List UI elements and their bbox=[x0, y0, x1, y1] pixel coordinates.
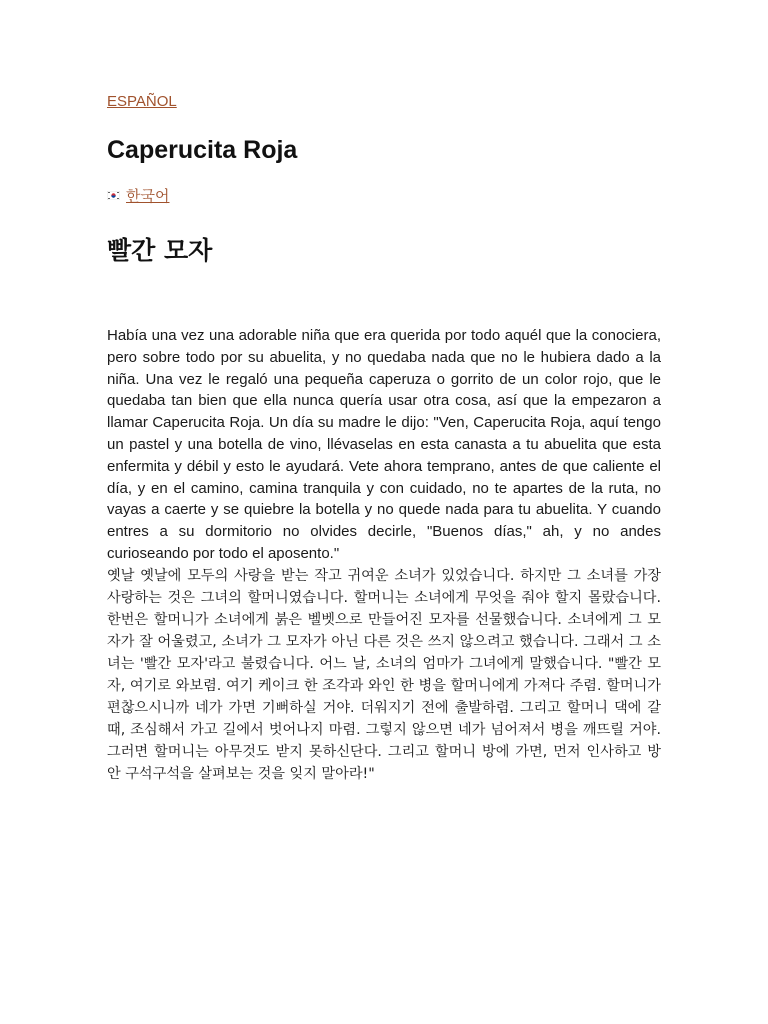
story-paragraph-es: Había una vez una adorable niña que era querida por todo aquél que la conociera, pero sobre todo por su abuelita, y no quedaba nada que no le hubiera dado a la niña. Una vez le regaló una pequeña caperuza o gorrito de un color rojo, que le quedaba tan bien que ella nunca quería usar otra cosa, así que la empezaron a llamar Caperucita Roja. Un día su madre le dijo: "Ven, Caperucita Roja, aquí tengo un pastel y una botella de vino, llévaselas en esta canasta a tu abuelita que esta enfermita y débil y esto le ayudará. Vete ahora temprano, antes de que caliente el día, y en el camino, camina tranquila y con cuidado, no te apartes de la ruta, no vayas a caerte y se quiebre la botella y no quede nada para tu abuelita. Y cuando entres a su dormitorio no olvides decirle, "Buenos días," ah, y no andes curioseando por todo el aposento." bbox=[107, 327, 661, 562]
story-paragraph-kr: 옛날 옛날에 모두의 사랑을 받는 작고 귀여운 소녀가 있었습니다. 하지만 그 소녀를 가장 사랑하는 것은 그녀의 할머니였습니다. 할머니는 소녀에게 무엇을 줘야 할지 몰랐습니다. 한번은 할머니가 소녀에게 붉은 벨벳으로 만들어진 모자를 선물했습니다. 소녀에게 그 모자가 잘 어울렸고, 소녀가 그 모자가 아닌 다른 것은 쓰지 않으려고 했습니다. 그래서 그 소녀는 '빨간 모자'라고 불렸습니다. 어느 날, 소녀의 엄마가 그녀에게 말했습니다. "빨간 모자, 여기로 와보렴. 여기 케이크 한 조각과 와인 한 병을 할머니에게 가져다 주렴. 할머니가 편찮으시니까 네가 가면 기뻐하실 거야. 더워지기 전에 출발하렴. 그리고 할머니 댁에 갈 때, 조심해서 가고 길에서 벗어나지 마렴. 그렇지 않으면 네가 넘어져서 병을 깨뜨릴 거야. 그러면 할머니는 아무것도 받지 못하신단다. 그리고 할머니 방에 가면, 먼저 인사하고 방 안 구석구석을 살펴보는 것을 잊지 말아라!" bbox=[107, 567, 661, 782]
spanish-title: Caperucita Roja bbox=[107, 136, 298, 164]
korean-language-row bbox=[107, 185, 169, 206]
korean-title: 빨간 모자 bbox=[107, 236, 213, 265]
story-body bbox=[107, 325, 661, 785]
spanish-language-link[interactable]: ESPAÑOL bbox=[107, 93, 177, 110]
korea-flag-icon bbox=[107, 191, 120, 200]
korean-language-link[interactable]: 한국어 bbox=[126, 188, 170, 205]
